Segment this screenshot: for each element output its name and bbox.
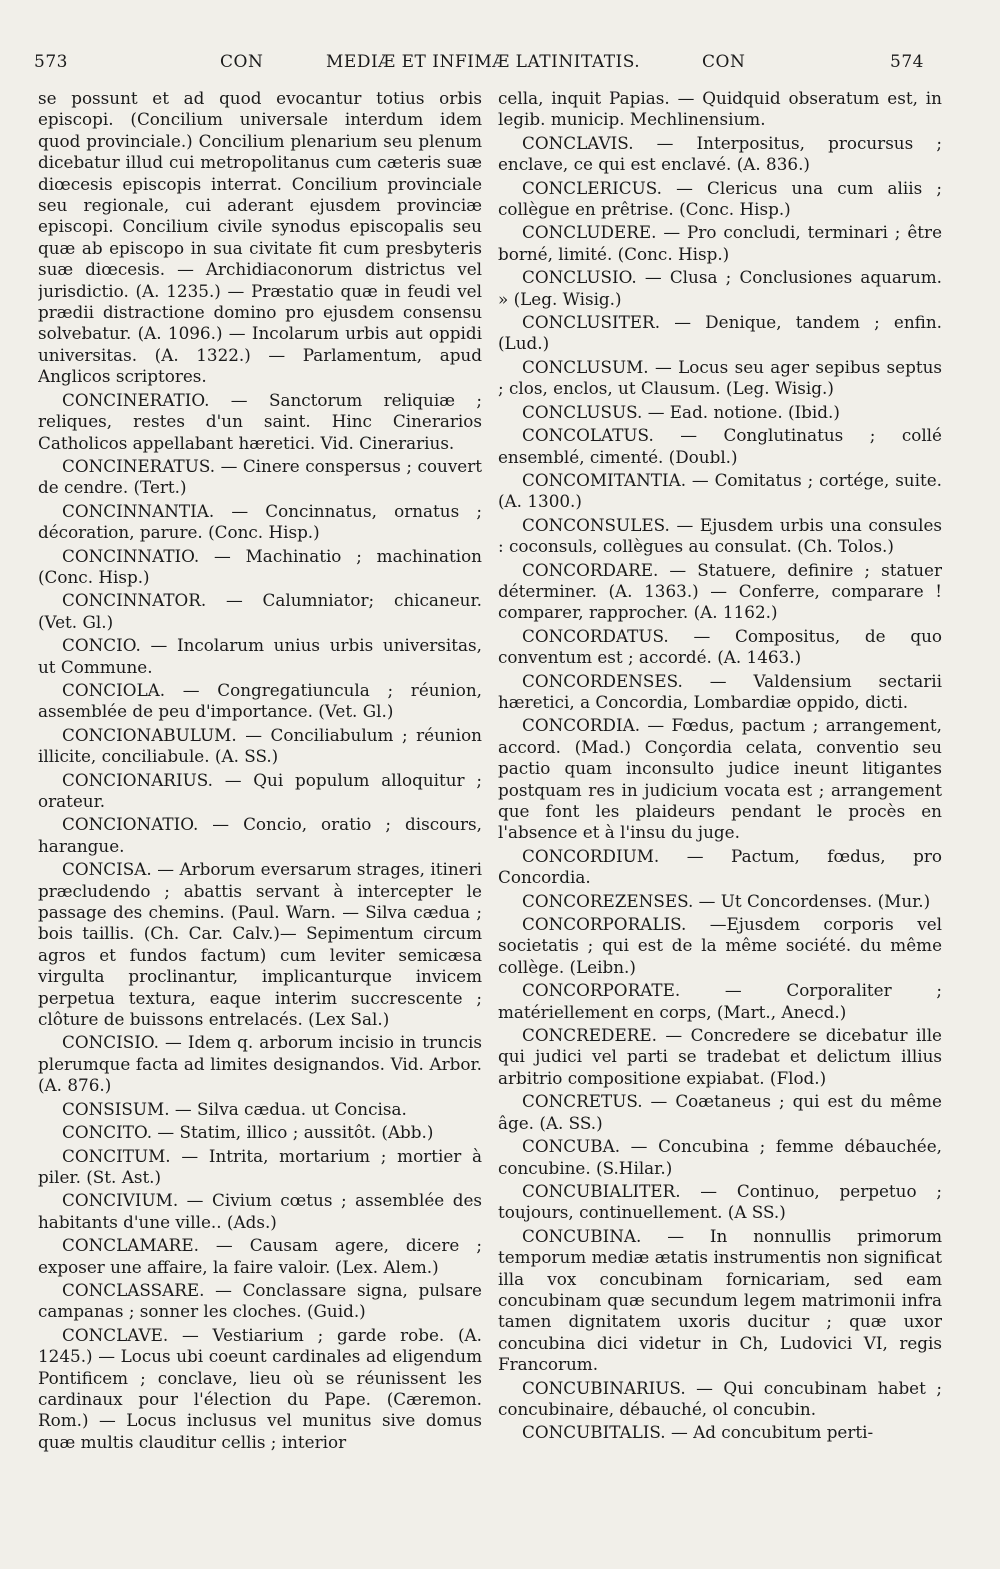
dictionary-entry: CONCUBIALITER. — Continuo, perpetuo ; toujours, continuellement. (A SS.) — [498, 1180, 942, 1223]
dictionary-entry: CONCINNATIO. — Machinatio ; machination (Conc. Hisp.) — [38, 545, 482, 587]
dictionary-entry: CONCIOLA. — Congregatiuncula ; réunion, assemblée de peu d'importance. (Vet. Gl.) — [38, 679, 482, 722]
catchword-left: CON — [220, 52, 264, 72]
dictionary-entry: CONCINERATUS. — Cinere conspersus ; couvert de cendre. (Tert.) — [38, 455, 482, 498]
dictionary-entry: CONCRETUS. — Coætaneus ; qui est du même âge. (A. SS.) — [498, 1091, 942, 1133]
dictionary-entry: CONCORDARE. — Statuere, definire ; statuer déterminer. (A. 1363.) — Conferre, comparare ! comparer, rapprocher. (A. 1162.) — [498, 559, 942, 623]
right-column — [498, 88, 942, 1533]
dictionary-entry: CONSISUM. — Silva cædua. ut Concisa. — [62, 1098, 407, 1119]
dictionary-entry: CONCUBITALIS. — Ad concubitum perti- — [522, 1422, 874, 1443]
entry-continuation: cella, inquit Papias. — Quidquid obseratum est, in legib. municip. Mechlinensium. — [498, 88, 942, 130]
dictionary-entry: CONCONSULES. — Ejusdem urbis una consules : coconsuls, collègues au consulat. (Ch. Tolos.) — [498, 514, 942, 557]
dictionary-entry: CONCLUDERE. — Pro concludi, terminari ; être borné, limité. (Conc. Hisp.) — [498, 222, 942, 264]
page-number-right: 574 — [890, 52, 924, 72]
dictionary-entry: CONCUBINARIUS. — Qui concubinam habet ; concubinaire, débauché, ol concubin. — [498, 1377, 942, 1419]
dictionary-entry: CONCORPORALIS. —Ejusdem corporis vel societatis ; qui est de la même société. du même collège. (Leibn.) — [498, 914, 942, 977]
catchword-right: CON — [702, 52, 746, 72]
dictionary-entry: CONCUBINA. — In nonnullis primorum temporum mediæ ætatis instrumentis non significat illa vox concubinam fornicariam, sed eam concubinam quæ secundum legem matrimonii infra tamen dignitatem uxoris ducitur ; quæ uxor concubina dici videtur in Ch, Ludovici VI, regis Francorum. — [498, 1225, 942, 1375]
entry-continuation: se possunt et ad quod evocantur totius orbis episcopi. (Concilium universale interdum idem quod provinciale.) Concilium plenarium seu plenum dicebatur illud cui metropolitanus cum cæteris suæ diœcesis episcopis interrat. Concilium provinciale seu regionale, cui aderant ejusdem provinciæ episcopi. Concilium civile synodus episcopalis seu quæ ab episcopo in sua civitate fit cum presbyteris suæ diœcesis. — Archidiaconorum districtus vel jurisdictio. (A. 1235.) — Præstatio quæ in feudi vel prædii distractione domino pro ejusdem consensu solvebatur. (A. 1096.) — Incolarum urbis aut oppidi universitas. (A. 1322.) — Parlamentum, apud Anglicos scriptores. — [38, 88, 482, 387]
dictionary-entry: CONCIONATIO. — Concio, oratio ; discours, harangue. — [38, 814, 482, 856]
left-column — [38, 88, 482, 1533]
dictionary-entry: CONCOMITANTIA. — Comitatus ; cortége, suite. (A. 1300.) — [498, 469, 942, 512]
dictionary-entry: CONCLAMARE. — Causam agere, dicere ; exposer une affaire, la faire valoir. (Lex. Alem.) — [38, 1235, 482, 1277]
dictionary-entry: CONCLAVIS. — Interpositus, procursus ; enclave, ce qui est enclavé. (A. 836.) — [498, 132, 942, 175]
dictionary-entry: CONCLUSUM. — Locus seu ager sepibus septus ; clos, enclos, ut Clausum. (Leg. Wisig.) — [498, 356, 942, 399]
dictionary-entry: CONCIONARIUS. — Qui populum alloquitur ; orateur. — [38, 769, 482, 811]
dictionary-entry: CONCIO. — Incolarum unius urbis universitas, ut Commune. — [38, 635, 482, 677]
dictionary-entry: CONCLAVE. — Vestiarium ; garde robe. (A. 1245.) — Locus ubi coeunt cardinales ad eligendum Pontificem ; conclave, lieu où se réunissent les cardinaux pour l'élection du Pape. (Cæremon. Rom.) — Locus inclusus vel munitus sive domus quæ multis clauditur cellis ; interior — [38, 1324, 482, 1452]
dictionary-entry: CONCORPORATE. — Corporaliter ; matériellement en corps, (Mart., Anecd.) — [498, 980, 942, 1022]
dictionary-entry: CONCITO. — Statim, illico ; aussitôt. (Abb.) — [62, 1122, 434, 1143]
dictionary-entry: CONCLERICUS. — Clericus una cum aliis ; collègue en prêtrise. (Conc. Hisp.) — [498, 177, 942, 220]
dictionary-entry: CONCORDATUS. — Compositus, de quo conventum est ; accordé. (A. 1463.) — [498, 625, 942, 668]
dictionary-entry: CONCREDERE. — Concredere se dicebatur ille qui judici vel parti se tradebat et delictum illius arbitrio compositione expiabat. (Flod.) — [498, 1025, 942, 1088]
dictionary-entry: CONCLUSIO. — Clusa ; Conclusiones aquarum. » (Leg. Wisig.) — [498, 267, 942, 309]
dictionary-entry: CONCLUSUS. — Ead. notione. (Ibid.) — [522, 401, 840, 422]
running-header — [34, 52, 924, 82]
dictionary-entry: CONCISIO. — Idem q. arborum incisio in truncis plerumque facta ad limites designandos. Vid. Arbor. (A. 876.) — [38, 1032, 482, 1096]
dictionary-entry: CONCORDENSES. — Valdensium sectarii hæretici, a Concordia, Lombardiæ oppido, dicti. — [498, 670, 942, 712]
page-number-left: 573 — [34, 52, 68, 72]
dictionary-entry: CONCIVIUM. — Civium cœtus ; assemblée des habitants d'une ville.. (Ads.) — [38, 1190, 482, 1232]
dictionary-entry: CONCINNATOR. — Calumniator; chicaneur. (Vet. Gl.) — [38, 590, 482, 632]
running-title: MEDIÆ ET INFIMÆ LATINITATIS. — [326, 52, 641, 72]
dictionary-entry: CONCOLATUS. — Conglutinatus ; collé ensemblé, cimenté. (Doubl.) — [498, 425, 942, 467]
dictionary-entry: CONCITUM. — Intrita, mortarium ; mortier à piler. (St. Ast.) — [38, 1145, 482, 1187]
dictionary-entry: CONCINERATIO. — Sanctorum reliquiæ ; reliques, restes d'un saint. Hinc Cinerarios Catholicos appellabant hæretici. Vid. Cinerarius. — [38, 389, 482, 453]
dictionary-entry: CONCORDIA. — Fœdus, pactum ; arrangement, accord. (Mad.) Conçordia celata, conventio seu pactio quam inconsulto judice ineunt litigantes postquam res in judicium vocata est ; arrangement que font les plaideurs pendant le procès en l'absence et à l'insu du juge. — [498, 715, 942, 843]
dictionary-entry: CONCLUSITER. — Denique, tandem ; enfin. (Lud.) — [498, 312, 942, 354]
dictionary-entry: CONCUBA. — Concubina ; femme débauchée, concubine. (S.Hilar.) — [498, 1136, 942, 1178]
dictionary-entry: CONCORDIUM. — Pactum, fœdus, pro Concordia. — [498, 845, 942, 888]
dictionary-entry: CONCISA. — Arborum eversarum strages, itineri præcludendo ; abattis servant à intercepter le passage des chemins. (Paul. Warn. — Silva cædua ; bois taillis. (Ch. Car. Calv.)— Sepimentum circum agros et fundos factum) cum leviter semicæsa virgulta proclinantur, implicanturque invicem perpetua textura, eaque interim succrescente ; clôture de buissons entrelacés. (Lex Sal.) — [38, 859, 482, 1030]
dictionary-entry: CONCIONABULUM. — Conciliabulum ; réunion illicite, conciliabule. (A. SS.) — [38, 724, 482, 767]
dictionary-entry: CONCINNANTIA. — Concinnatus, ornatus ; décoration, parure. (Conc. Hisp.) — [38, 500, 482, 543]
dictionary-entry: CONCOREZENSES. — Ut Concordenses. (Mur.) — [522, 890, 931, 911]
dictionary-entry: CONCLASSARE. — Conclassare signa, pulsare campanas ; sonner les cloches. (Guid.) — [38, 1279, 482, 1322]
